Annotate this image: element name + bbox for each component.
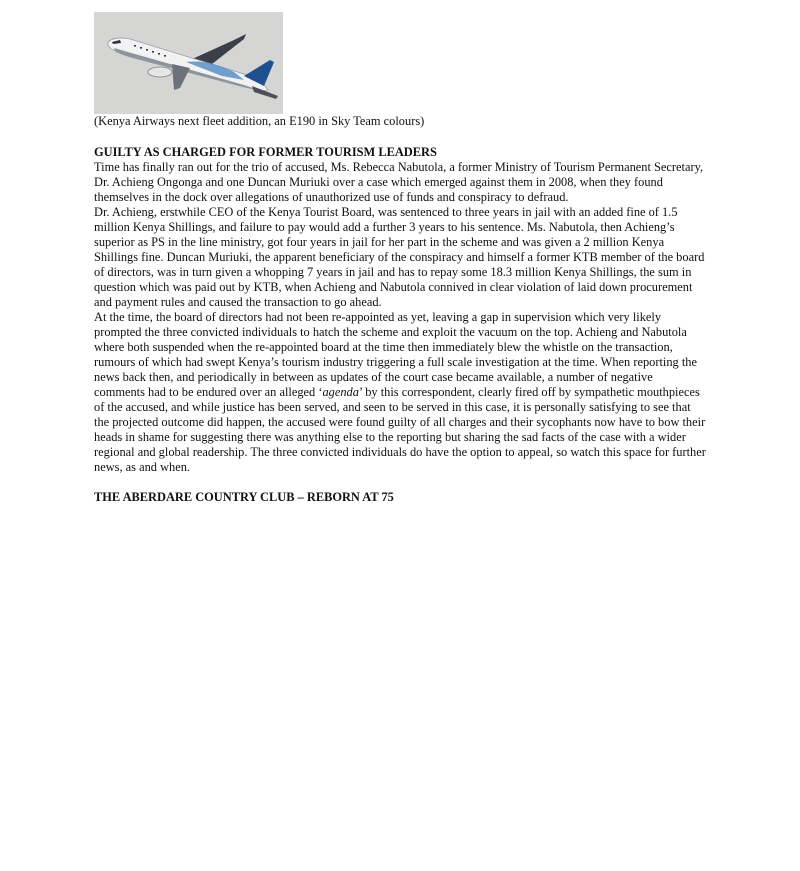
- next-article-heading: THE ABERDARE COUNTRY CLUB – REBORN AT 75: [94, 490, 394, 504]
- paragraph-3-emphasis: agenda: [322, 385, 359, 399]
- article-paragraph-2: Dr. Achieng, erstwhile CEO of the Kenya Tourist Board, was sentenced to three years in jail with an added fine of 1.5 million Kenya Shillings, and failure to pay would add a further 3 years to his sentence. Ms. Nabutola, then Achieng’s superior as PS in the line ministry, got four years in jail for her part in the scheme and was given a 2 million Kenya Shillings fine. Duncan Muriuki, the apparent beneficiary of the conspiracy and himself a former KTB member of the board of directors, was in turn given a whopping 7 years in jail and has to repay some 18.3 million Kenya Shillings, the sum in question which was paid out by KTB, when Achieng and Nabutola connived in clear violation of laid down procurement and payment rules and caused the transaction to go ahead.: [94, 205, 705, 309]
- article-paragraph-1: Time has finally ran out for the trio of accused, Ms. Rebecca Nabutola, a former Ministry of Tourism Permanent Secretary, Dr. Achieng Ongonga and one Duncan Muriuki over a case which emerged against them in 2008, when they found themselves in the dock over allegations of unauthorized use of funds and conspiracy to defraud.: [94, 160, 704, 204]
- paragraph-3-text-b: ’ by this correspondent, clearly fired off by sympathetic mouthpieces of the accused, and while justice has been served, and seen to be served in this case, it is personally satisfying to see that the projected outcome did happen, the accused were found guilty of all charges and their sycophants now have to bow their heads in shame for suggesting there was anything else to the reporting but sharing the sad facts of the case with a wider regional and global readership. The three convicted individuals do have the option to appeal, so watch this space for further news, as and when.: [94, 385, 706, 474]
- paragraph-3-text-a: At the time, the board of directors had not been re-appointed as yet, leaving a gap in supervision which very likely prompted the three convicted individuals to hatch the scheme and exploit the vacuum on the top. Achieng and Nabutola where both suspended when the re-appointed board at the time then immediately blew the whistle on the transaction, rumours of which had swept Kenya’s tourism industry triggering a full scale investigation at the time. When reporting the news back then, and periodically in between as updates of the court case became available, a number of negative comments had to be endured over an alleged ‘: [94, 310, 697, 399]
- photo-caption: (Kenya Airways next fleet addition, an E190 in Sky Team colours): [94, 114, 425, 128]
- airplane-engine: [148, 67, 172, 77]
- document-page: [94, 12, 706, 505]
- article-paragraph-3: [94, 310, 706, 475]
- airplane-photo: [94, 12, 283, 114]
- article-heading: GUILTY AS CHARGED FOR FORMER TOURISM LEADERS: [94, 145, 437, 159]
